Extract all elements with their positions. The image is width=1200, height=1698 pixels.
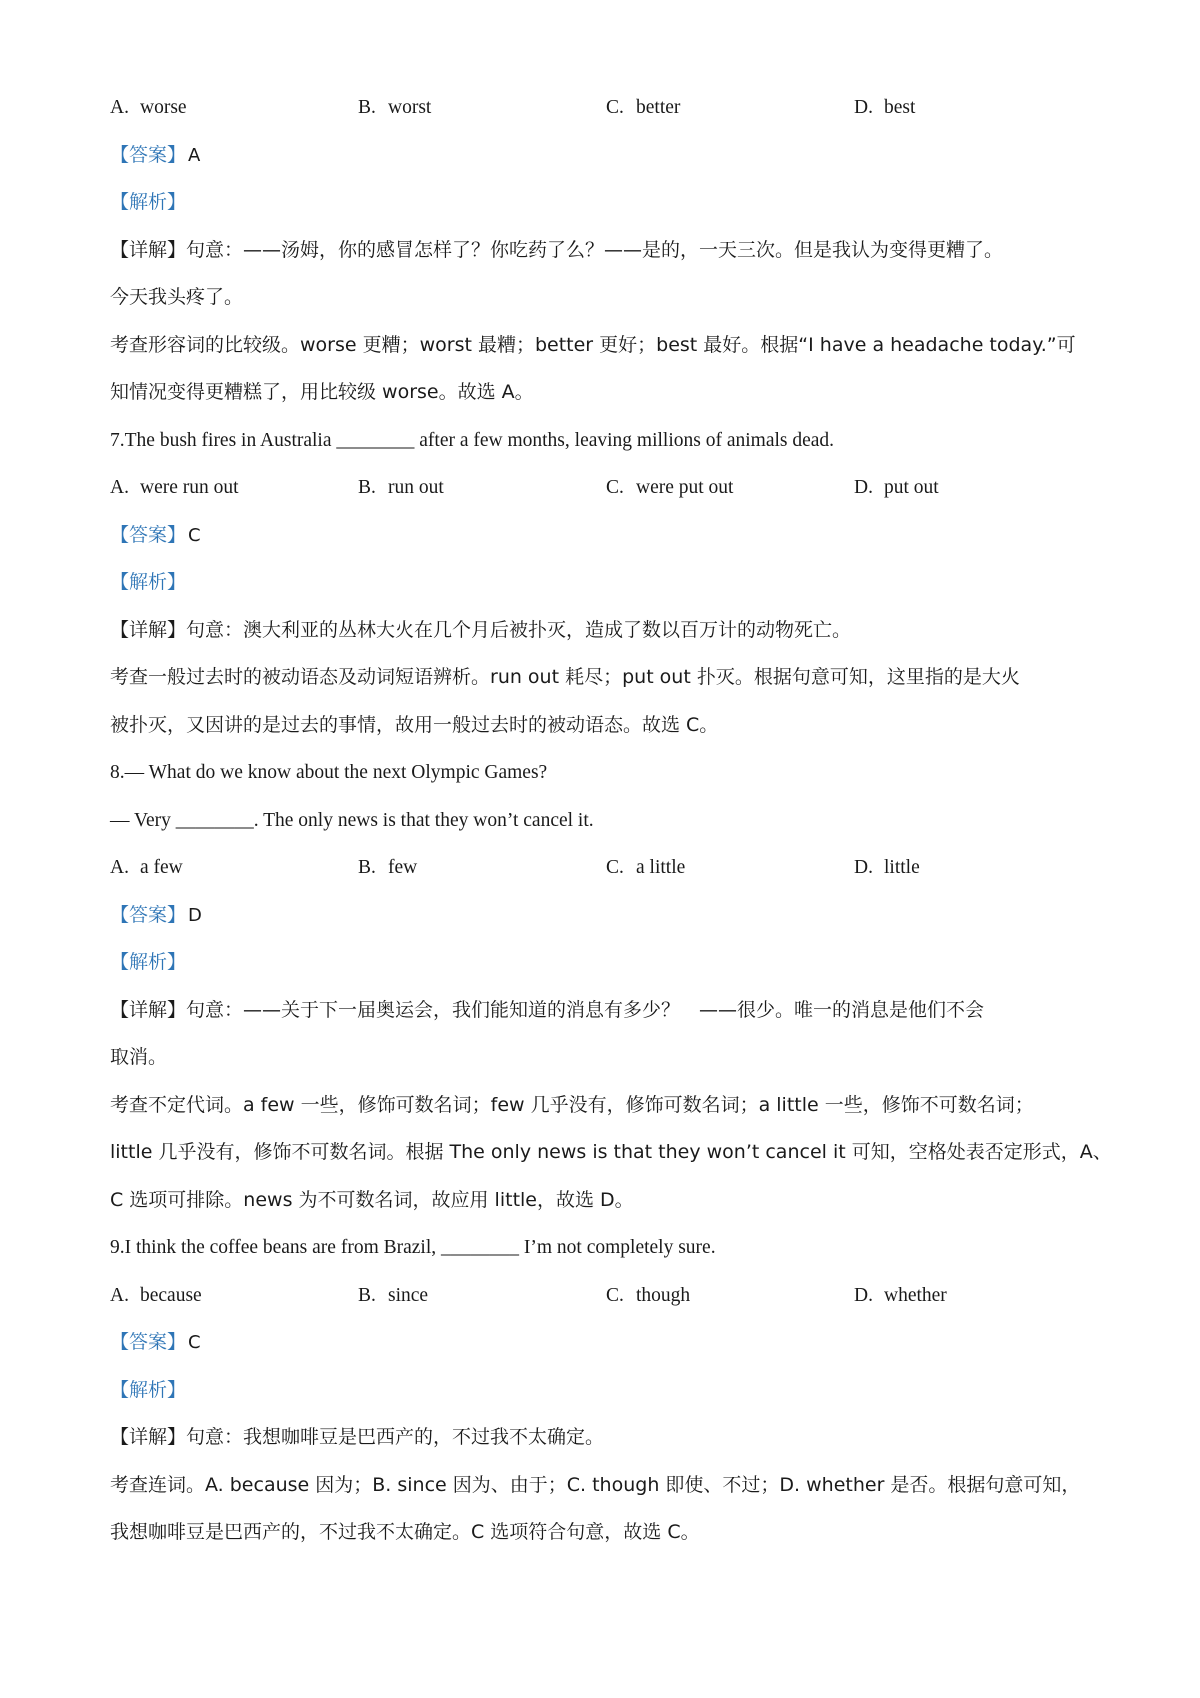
- q8-detail-line-3: 考查不定代词。a few 一些，修饰可数名词；few 几乎没有，修饰可数名词；a little 一些，修饰不可数名词；: [110, 1093, 1034, 1116]
- q6-detail-line-1: 【详解】句意：——汤姆，你的感冒怎样了？你吃药了么？——是的，一天三次。但是我认为变得更糟了。: [110, 238, 1004, 261]
- q6-answer: 【答案】 A: [110, 143, 201, 166]
- q8-analysis-heading: 【解析】: [110, 951, 187, 973]
- q8-detail-line-2: 取消。: [110, 1046, 168, 1068]
- q9-question: 9.I think the coffee beans are from Brazil, ________ I’m not completely sure.: [110, 1237, 716, 1258]
- q8-options: [110, 854, 1110, 881]
- q6-analysis-heading: 【解析】: [110, 191, 187, 213]
- q6-detail-line-2: 今天我头疼了。: [110, 286, 244, 308]
- q9-option-d: D. whether: [854, 1284, 947, 1306]
- q7-detail-line-1: 【详解】句意：澳大利亚的丛林大火在几个月后被扑灭，造成了数以百万计的动物死亡。: [110, 618, 852, 641]
- q7-options: [110, 474, 1110, 501]
- q8-detail-line-1: 【详解】句意：——关于下一届奥运会，我们能知道的消息有多少？ ——很少。唯一的消息是他们不会: [110, 998, 985, 1021]
- q7-analysis-heading: 【解析】: [110, 571, 187, 593]
- q6-option-d: D. best: [854, 97, 916, 118]
- q7-option-a: A. were run out: [110, 477, 239, 498]
- q8-question-line-1: 8.— What do we know about the next Olympic Games?: [110, 762, 548, 783]
- q8-option-d: D. little: [854, 857, 920, 878]
- q6-options: [110, 94, 1110, 121]
- q9-detail-line-3: 我想咖啡豆是巴西产的，不过我不太确定。C 选项符合句意，故选 C。: [110, 1521, 700, 1543]
- q7-detail-line-2: 考查一般过去时的被动语态及动词短语辨析。run out 耗尽；put out 扑灭。根据句意可知，这里指的是大火: [110, 666, 1020, 688]
- q9-answer: 【答案】 C: [110, 1331, 201, 1353]
- q6-option-c: C. better: [606, 97, 681, 118]
- q7-option-d: D. put out: [854, 477, 939, 498]
- q8-detail-line-4: little 几乎没有，修饰不可数名词。根据 The only news is that they won’t cancel it 可知，空格处表否定形式，A、: [110, 1141, 1112, 1163]
- q9-options: [110, 1282, 1110, 1309]
- q9-detail-line-1: 【详解】句意：我想咖啡豆是巴西产的，不过我不太确定。: [110, 1426, 605, 1448]
- q6-option-b: B. worst: [358, 97, 432, 118]
- q8-answer: 【答案】 D: [110, 903, 202, 926]
- q6-option-a: A. worse: [110, 97, 187, 118]
- q7-answer: 【答案】 C: [110, 523, 201, 546]
- q7-option-c: C. were put out: [606, 477, 734, 498]
- q9-analysis-heading: 【解析】: [110, 1378, 187, 1401]
- q7-detail-line-3: 被扑灭，又因讲的是过去的事情，故用一般过去时的被动语态。故选 C。: [110, 713, 719, 736]
- q6-detail-line-3: 考查形容词的比较级。worse 更糟；worst 最糟；better 更好；best 最好。根据“I have a headache today.”可: [110, 333, 1076, 356]
- q8-option-c: C. a little: [606, 857, 686, 878]
- q8-detail-line-5: C 选项可排除。news 为不可数名词，故应用 little，故选 D。: [110, 1188, 634, 1211]
- q8-option-b: B. few: [358, 857, 418, 878]
- q6-detail-line-4: 知情况变得更糟糕了，用比较级 worse。故选 A。: [110, 381, 534, 403]
- document-page: [110, 94, 1110, 1567]
- q7-question: 7.The bush fires in Australia ________ after a few months, leaving millions of animals dead.: [110, 429, 835, 451]
- q9-option-b: B. since: [358, 1284, 429, 1306]
- q7-option-b: B. run out: [358, 477, 444, 498]
- q8-question-line-2: — Very ________. The only news is that they won’t cancel it.: [110, 809, 594, 831]
- q9-option-c: C. though: [606, 1284, 691, 1306]
- q9-option-a: A. because: [110, 1284, 202, 1306]
- q8-option-a: A. a few: [110, 857, 183, 878]
- q9-detail-line-2: 考查连词。A. because 因为；B. since 因为、由于；C. though 即使、不过；D. whether 是否。根据句意可知，: [110, 1473, 1081, 1496]
